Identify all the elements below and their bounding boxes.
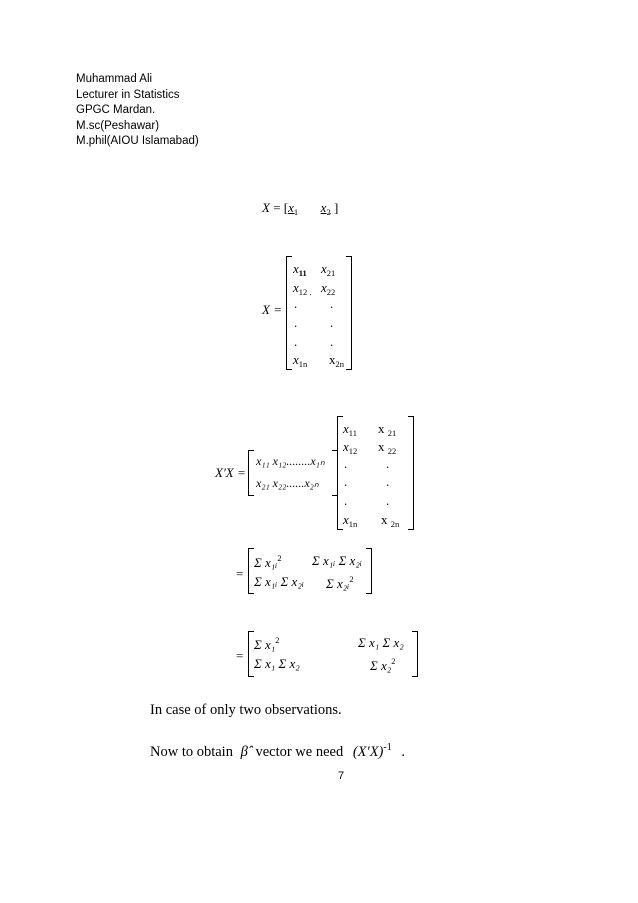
eq5-r2c2-text: Σ x₂ [370,658,392,673]
cell-base: x [321,280,327,295]
matrix-dot: . [386,493,390,508]
header-line: Lecturer in Statistics [76,88,180,101]
matrix-dot: . [294,334,298,349]
eq2-lhs: X = [262,302,282,317]
matrix-cell [321,280,335,297]
equation-x-row-vector [262,200,338,217]
cell-sub: 11 [298,268,307,278]
text-period: . [401,744,405,760]
matrix-cell: x $_{21}$ [378,421,397,438]
matrix-cell [329,352,344,369]
matrix-cell [321,261,335,278]
eq5-right-bracket [412,631,418,677]
eq1-close: ] [333,200,339,215]
cell-sub: 21 [387,428,397,438]
eq1-x1-sub: 1 [293,207,299,217]
cell-base: x [321,261,327,276]
cell-base: x [343,421,349,436]
header-line: GPGC Mardan. [76,104,156,116]
paragraph-beta-vector [150,742,405,761]
text-vector-we-need: vector we need [255,744,344,760]
xtx-inverse: (X′X) [352,744,384,760]
matrix-dot: . [294,296,298,311]
eq1-x1-base: x [288,200,294,215]
matrix-cell: $x_{12}$ [343,439,358,456]
xtx-inverse-sup: -1 [383,742,392,753]
eq5-r2c2-sup: 2 [391,656,396,666]
eq3-right-bracket-b [408,416,414,530]
cell-base: x [293,352,299,367]
cell-base: x [329,352,336,367]
cell-sub: 1n [298,359,308,369]
eq2-right-bracket [346,256,352,370]
matrix-cell: x $_{22}$ [378,439,397,456]
eq4-r2c2-sup: 2 [349,574,354,584]
cell-sub: 2n [335,359,344,369]
eq4-r2c2 [326,574,354,592]
eq5-r1c1-text: Σ x₁ [254,637,276,652]
eq4-r2c1: Σ x₁ᵢ Σ x₂ᵢ [254,574,304,589]
eq1-open: = [ [273,200,289,215]
matrix-cell [293,352,307,369]
author-header [76,72,199,150]
eq4-equals: = [236,566,244,581]
cell-sub: 12 . [298,287,312,297]
cell-sub: 22 [326,287,336,297]
page-number: 7 [338,770,345,782]
matrix-dot: . [386,456,390,471]
eq1-x2-base: x [320,200,327,215]
eq5-r2c2 [370,656,396,674]
eq3-left-bracket-a [248,450,254,496]
cell-sub: 22 [387,446,397,456]
eq4-r2c2-text: Σ x₂ᵢ [326,576,350,591]
cell-sub: 1n [348,519,358,529]
eq5-r2c1: Σ x₁ Σ x₂ [254,656,300,671]
header-line: Muhammad Ali [76,73,153,85]
eq3-row2: x₂₁ x₂₂......x₂ₙ [256,476,319,490]
eq5-r1c2: Σ x₁ Σ x₂ [358,635,404,650]
eq4-r1c1 [254,553,282,571]
eq3-lhs: X′X = [215,465,246,480]
eq1-x2 [321,200,331,215]
eq4-r1c1-sup: 2 [277,553,282,563]
matrix-dot: . [344,493,348,508]
matrix-dot: . [344,474,348,489]
cell-sub: 21 [326,268,336,278]
eq5-r1c1 [254,635,280,653]
matrix-dot: . [330,334,334,349]
text-now-to-obtain: Now to obtain [150,744,233,760]
paragraph-two-observations: In case of only two observations. [150,702,342,718]
eq1-x2-sub: 2 [326,207,331,217]
matrix-dot: . [294,315,298,330]
header-line: M.sc(Peshawar) [76,119,160,132]
eq2-left-bracket [286,256,292,370]
matrix-cell: $x_{11}$ [343,421,357,438]
eq5-r1c1-sup: 2 [275,635,280,645]
cell-base: x [293,280,299,295]
eq5-equals: = [236,648,244,663]
matrix-dot: . [344,456,348,471]
matrix-dot: . [330,315,334,330]
eq4-right-bracket [366,548,372,594]
beta-hat-symbol: β̂ [240,744,248,760]
eq4-r1c2: Σ x₁ᵢ Σ x₂ᵢ [312,553,362,568]
matrix-cell [293,261,307,278]
eq1-lhs: X [262,200,270,215]
matrix-dot: . [330,296,334,311]
cell-base: x [293,261,299,276]
eq3-row1: x₁₁ x₁₂........x₁ₙ [256,454,325,468]
matrix-cell [293,280,312,297]
eq1-x1 [288,200,298,215]
header-line: M.phil(AIOU Islamabad) [76,135,199,147]
matrix-cell: $x_{1n}$ [343,512,358,529]
cell-sub: 2n [390,519,400,529]
eq4-r1c1-text: Σ x₁ᵢ [254,555,278,570]
matrix-cell: x $_{2n}$ [381,512,400,529]
matrix-dot: . [386,474,390,489]
